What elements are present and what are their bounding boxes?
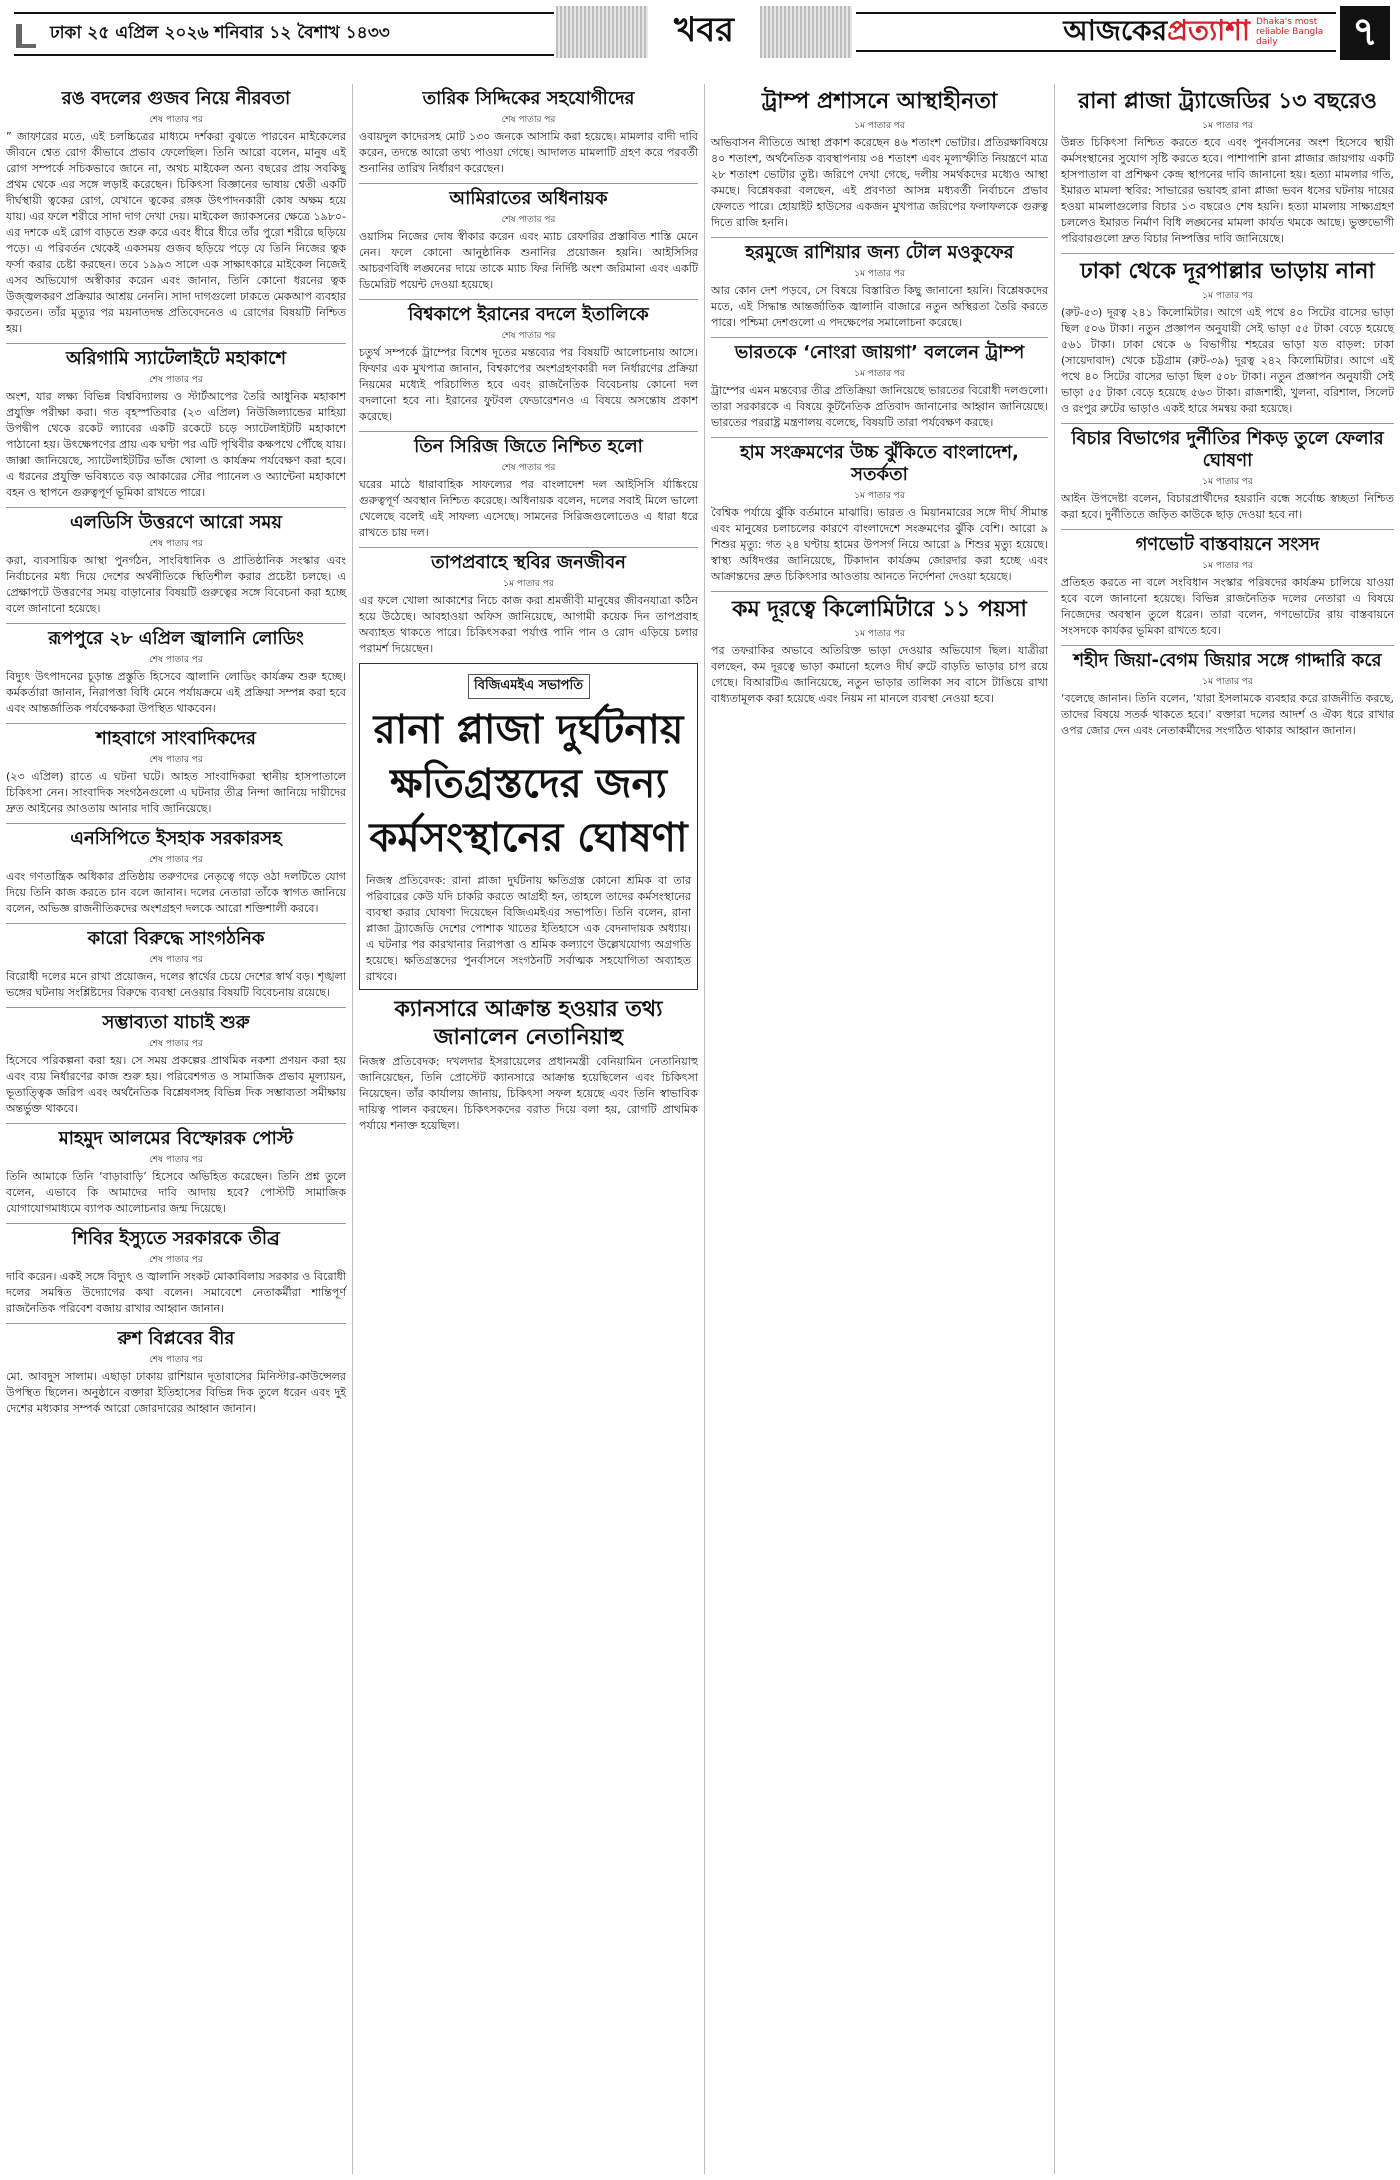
- continuation-note: শেষ পাতার পর: [149, 855, 203, 865]
- continuation-note: শেষ পাতার পর: [149, 1255, 203, 1265]
- divider: [1061, 645, 1394, 646]
- divider: [359, 299, 698, 300]
- article: [1061, 258, 1394, 417]
- divider: [711, 237, 1048, 238]
- divider: [359, 431, 698, 432]
- divider: [6, 507, 346, 508]
- article-body: ওয়াসিম নিজের দোষ স্বীকার করেন এবং ম্যাচ রেফারির প্রস্তাবিত শাস্তি মেনে নেন। ফলে কোনো আনুষ্ঠানিক শুনানির প্রয়োজন হয়নি। আইসিসির আচরণবিধি লঙ্ঘনের দায়ে তাকে ম্যাচ ফির নির্দিষ্ট অংশ জরিমানা এবং একটি ডিমেরিট পয়েন্ট দেওয়া হয়েছে।: [359, 230, 698, 291]
- continuation-note: ১ম পাতার পর: [1202, 121, 1253, 131]
- continuation-note: শেষ পাতার পর: [149, 1355, 203, 1365]
- article-body: করা, ব্যবসায়িক আস্থা পুনর্গঠন, সাংবিধানিক ও প্রাতিষ্ঠানিক সংস্কার এবং নির্বাচনের মধ্য দিয়ে দেশের অর্থনীতিকে স্থিতিশীল করার প্রচেষ্টা চলছে। এ প্রেক্ষাপটে উত্তরণের সময় বাড়ানোর বিষয়টি গুরুত্বের সঙ্গে বিবেচনা করা হচ্ছে বলে জানানো হয়েছে।: [6, 554, 346, 615]
- article-body: (রুট-৫৩) দূরত্ব ২৪১ কিলোমিটার। আগে এই পথে ৪০ সিটের বাসের ভাড়া ছিল ৫০৬ টাকা। নতুন প্রজ্ঞাপন অনুযায়ী সেই ভাড়া ৫৫ টাকা বেড়ে হয়েছে ৫৬১ টাকা। ঢাকা থেকে ৬ বিভাগীয় শহরের ভাড়া যত বাড়ল: ঢাকা (সায়েদাবাদ) থেকে চট্টগ্রাম (রুট-৩৯) দূরত্ব ২৪২ কিলোমিটার। আগে এই পথে ৪০ সিটের বাসের ভাড়া ছিল ৫০৮ টাকা। নতুন প্রজ্ঞাপন অনুযায়ী সেই ভাড়া ৫৫ টাকা বেড়ে হয়েছে ৫৬৩ টাকা। রাজশাহী, খুলনা, বরিশাল, সিলেট ও রংপুর রুটের ভাড়াও একই হারে সমন্বয় করা হয়েছে।: [1061, 306, 1394, 415]
- feature-body: নিজস্ব প্রতিবেদক: রানা প্লাজা দুর্ঘটনায় ক্ষতিগ্রস্ত কোনো শ্রমিক বা তার পরিবারের কেউ যদি চাকরি করতে আগ্রহী হন, তাহলে তাদের কর্মসংস্থানের ব্যবস্থা করার ঘোষণা দিয়েছেন বিজিএমইএর সভাপতি। তিনি বলেন, রানা প্লাজা ট্র্যাজেডি দেশের পোশাক খাতের ইতিহাসে এক বেদনাদায়ক অধ্যায়। এ ঘটনার পর কারখানার নিরাপত্তা ও শ্রমিক কল্যাণে উল্লেখযোগ্য অগ্রগতি হয়েছে। ক্ষতিগ্রস্তদের পুনর্বাসনে সংগঠনটি সর্বাত্মক সহযোগিতা অব্যাহত রাখবে।: [366, 874, 691, 983]
- continuation-note: ১ম পাতার পর: [1202, 291, 1253, 301]
- article-headline: রঙ বদলের গুজব নিয়ে নীরবতা: [61, 88, 291, 109]
- article: [1061, 88, 1394, 247]
- page-header: [0, 0, 1400, 70]
- continuation-note: ১ম পাতার পর: [1202, 677, 1253, 687]
- article-headline: তারিক সিদ্দিকের সহযোগীদের: [422, 88, 635, 109]
- article: [6, 628, 346, 717]
- article-headline: তাপপ্রবাহে স্থবির জনজীবন: [431, 552, 626, 573]
- continuation-note: শেষ পাতার পর: [149, 755, 203, 765]
- article-headline: রানা প্লাজা ট্র্যাজেডির ১৩ বছরেও: [1078, 89, 1377, 114]
- article-body: বিরোধী দলের মনে রাখা প্রয়োজন, দলের স্বার্থের চেয়ে দেশের স্বার্থ বড়। শৃঙ্খলা ভঙ্গের ঘটনায় সংশ্লিষ্টদের বিরুদ্ধে ব্যবস্থা নেওয়ার বিষয়টি বিবেচনায় রয়েছে।: [6, 970, 346, 999]
- article-body: বিদ্যুৎ উৎপাদনের চূড়ান্ত প্রস্তুতি হিসেবে জ্বালানি লোডিং কার্যক্রম শুরু হচ্ছে। কর্মকর্তারা জানান, নিরাপত্তা বিধি মেনে পর্যায়ক্রমে এই প্রক্রিয়া সম্পন্ন করা হবে এবং আন্তর্জাতিক পর্যবেক্ষকরা উপস্থিত থাকবেন।: [6, 670, 346, 715]
- article-body: ” জাফারের মতে, এই চলচ্চিত্রের মাধ্যমে দর্শকরা বুঝতে পারবেন মাইকেলের জীবনে শ্বেত রোগ কীভাবে প্রভাব ফেলেছিল। তিনি আরো বলেন, মানুষ এই রোগ সম্পর্কে সচিকভাবে জানে না, অথচ মাইকেল অন্য বছরের প্রায় সবকিছু প্রথম থেকে এর সঙ্গে লড়াই করেছেন। চিকিৎসা বিজ্ঞানের ভাষায় শ্বেতী একটি দীর্ঘস্থায়ী ত্বকের রোগ, যেখানে ত্বকের রঙ্গক উৎপাদনকারী কোষ অক্ষম হয়ে যায়। এর ফলে শরীরে সাদা দাগ দেখা দেয়। মাইকেল জ্যাকসনের ক্ষেত্রে ১৯৮০-এর দশকে এই রোগ বাড়তে শুরু করে এবং ধীরে ধীরে তাঁর পুরো শরীরে ছড়িয়ে পড়ে। এ পরিবর্তন থেকেই একসময় গুজব ছড়িয়ে পড়ে যে তিনি নিজের ত্বক ফর্সা করার চেষ্টা করছেন। তবে ১৯৯৩ সালে এক সাক্ষাৎকারে মাইকেল নিজেই এসব অভিযোগ অস্বীকার করেন এবং জানান, তিনি কোনো ধরনের ত্বক উজ্জ্বলকরণ প্রক্রিয়ার আশ্রয় নেননি। সাদা দাগগুলো ঢাকতে মেকআপ ব্যবহার করতেন। তাঁর মৃত্যুর পর ময়নাতদন্ত প্রতিবেদনেও এ রোগের বিষয়টি নিশ্চিত হয়।: [6, 130, 346, 335]
- article-headline: কারো বিরুদ্ধে সাংগঠনিক: [87, 928, 265, 949]
- article-headline: হাম সংক্রমণের উচ্চ ঝুঁকিতে বাংলাদেশ, সতর্কতা: [740, 442, 1019, 485]
- brand-accent: প্রত্যাশা: [1167, 13, 1250, 47]
- divider: [1061, 529, 1394, 530]
- continuation-note: শেষ পাতার পর: [501, 463, 556, 473]
- continuation-note: শেষ পাতার পর: [149, 539, 203, 549]
- continuation-note: শেষ পাতার পর: [149, 1039, 203, 1049]
- divider: [711, 591, 1048, 592]
- article: [6, 88, 346, 337]
- article: [1061, 650, 1394, 739]
- brand-logo: [1063, 9, 1250, 56]
- continuation-note: শেষ পাতার পর: [149, 375, 203, 385]
- continuation-note: ১ম পাতার পর: [854, 629, 905, 639]
- column-4: [1054, 84, 1400, 2174]
- article: [6, 512, 346, 617]
- article: [6, 1228, 346, 1317]
- article-headline: রূপপুরে ২৮ এপ্রিল জ্বালানি লোডিং: [48, 628, 304, 649]
- article-body: দাবি করেন। একই সঙ্গে বিদ্যুৎ ও জ্বালানি সংকট মোকাবিলায় সরকার ও বিরোধী দলের সমন্বিত উদ্যোগের কথা বলেন। সমাবেশে নেতাকর্মীরা শান্তিপূর্ণ রাজনৈতিক পরিবেশ বজায় রাখার আহ্বান জানান।: [6, 1270, 346, 1315]
- divider: [711, 437, 1048, 438]
- article: [6, 1012, 346, 1117]
- continuation-note: ১ম পাতার পর: [503, 579, 554, 589]
- section-title: খবর: [648, 2, 760, 63]
- article-body: পর তফরাকির অভাবে অতিরিক্ত ভাড়া দেওয়ার অভিযোগ ছিল। যাত্রীরা বলছেন, কম দূরত্বে ভাড়া কমানো হলেও দীর্ঘ রুটে বাড়তি ভাড়ার চাপ রয়ে গেছে। বিআরটিএ জানিয়েছে, নতুন ভাড়ার তালিকা সব বাসে টাঙিয়ে রাখা বাধ্যতামূলক করা হয়েছে এবং নিয়ম না মানলে ব্যবস্থা নেওয়া হবে।: [711, 644, 1048, 705]
- page-number: ৭: [1340, 6, 1390, 60]
- divider: [6, 623, 346, 624]
- article-headline: সম্ভাব্যতা যাচাই শুরু: [102, 1012, 250, 1033]
- article-headline: ক্যানসারে আক্রান্ত হওয়ার তথ্য জানালেন নেতানিয়াহু: [394, 997, 663, 1050]
- article: [359, 996, 698, 1134]
- article: [359, 552, 698, 657]
- article: [6, 728, 346, 817]
- article-headline: বিচার বিভাগের দুর্নীতির শিকড় তুলে ফেলার ঘোষণা: [1071, 428, 1384, 471]
- article-body: হিসেবে পরিকল্পনা করা হয়। সে সময় প্রকল্পের প্রাথমিক নকশা প্রণয়ন করা হয় এবং ব্যয় নির্ধারণের কাজ শুরু হয়। পরিবেশগত ও সামাজিক প্রভাব মূল্যায়ন, ভূতাত্ত্বিক জরিপ এবং অর্থনৈতিক বিশ্লেষণসহ বিভিন্ন দিক সম্ভাব্যতা সমীক্ষায় অন্তর্ভুক্ত থাকবে।: [6, 1054, 346, 1115]
- column-3: [704, 84, 1054, 2174]
- article-headline: তিন সিরিজ জিতে নিশ্চিত হলো: [414, 436, 643, 457]
- article-headline: ট্রাম্প প্রশাসনে আস্থাহীনতা: [761, 89, 998, 114]
- article: [711, 342, 1048, 431]
- article-body: অংশ, যার লক্ষ্য বিভিন্ন বিশ্ববিদ্যালয় ও স্টার্টআপের তৈরি আধুনিক মহাকাশ প্রযুক্তি পরীক্ষা করা। গত বৃহস্পতিবার (২৩ এপ্রিল) নিউজিল্যান্ডের মাহিয়া উপদ্বীপ থেকে রকেট ল্যাবের একটি রকেটে চড়ে স্যাটেলাইটটি মহাকাশে পাঠানো হয়। উৎক্ষেপণের প্রায় এক ঘণ্টা পর এটি পৃথিবীর কক্ষপথে পৌঁছে যায়। জাক্সা জানিয়েছে, স্যাটেলাইটটির ভাঁজ খোলা ও কার্যক্রম পর্যবেক্ষণ করা হবে। এ ধরনের প্রযুক্তি ভবিষ্যতে বড় আকারের সৌর প্যানেল ও অ্যান্টেনা মহাকাশে বহন ও স্থাপনে গুরুত্বপূর্ণ ভূমিকা রাখতে পারে।: [6, 390, 346, 499]
- article-body: অভিবাসন নীতিতে আস্থা প্রকাশ করেছেন ৪৬ শতাংশ ভোটার। প্রতিরক্ষাবিষয়ে ৪০ শতাংশ, অর্থনৈতিক ব্যবস্থাপনায় ৩৪ শতাংশ এবং মূল্যস্ফীতি নিয়ন্ত্রণে মাত্র ২৮ শতাংশ ভোটার তুষ্ট। জরিপে দেখা গেছে, দলীয় সমর্থকদের মধ্যেও আস্থা কমছে। বিশ্লেষকরা বলছেন, এই প্রবণতা আসন্ন মধ্যবর্তী নির্বাচনে প্রভাব ফেলতে পারে। হোয়াইট হাউসের একজন মুখপাত্র জরিপের ফলাফলকে গুরুত্ব দিতে রাজি হননি।: [711, 136, 1048, 229]
- brand-main: আজকের: [1063, 13, 1168, 47]
- article-body: মো. আবদুস সালাম। এছাড়া ঢাকায় রাশিয়ান দূতাবাসের মিনিস্টার-কাউন্সেলর উপস্থিত ছিলেন। অনুষ্ঠানে বক্তারা ইতিহাসের বিভিন্ন দিক তুলে ধরেন এবং দুই দেশের মধ্যকার সম্পর্ক আরো জোরদারের আহ্বান জানান।: [6, 1370, 346, 1415]
- article: [359, 88, 698, 177]
- article-headline: আমিরাতের অধিনায়ক: [449, 188, 608, 209]
- divider: [6, 723, 346, 724]
- article-headline: শাহবাগে সাংবাদিকদের: [96, 728, 256, 749]
- article-headline: কম দূরত্বে কিলোমিটারে ১১ পয়সা: [732, 597, 1027, 622]
- article-headline: শহীদ জিয়া-বেগম জিয়ার সঙ্গে গাদ্দারি করে: [1073, 650, 1382, 671]
- article-headline: এনসিপিতে ইসহাক সরকারসহ: [70, 828, 282, 849]
- article-body: আইন উপদেষ্টা বলেন, বিচারপ্রার্থীদের হয়রানি বন্ধে সর্বোচ্চ স্বচ্ছতা নিশ্চিত করা হবে। দুর্নীতিতে জড়িত কাউকে ছাড় দেওয়া হবে না।: [1061, 492, 1394, 521]
- article: [359, 188, 698, 293]
- divider: [359, 547, 698, 548]
- article-headline: শিবির ইস্যুতে সরকারকে তীব্র: [72, 1228, 280, 1249]
- article-headline: গণভোট বাস্তবায়নে সংসদ: [1135, 534, 1320, 555]
- article-body: চতুর্থ সম্পর্কে ট্রাম্পের বিশেষ দূতের মন্তব্যের পর বিষয়টি আলোচনায় আসে। ফিফার এক মুখপাত্র জানান, বিশ্বকাপের অংশগ্রহণকারী দল নির্ধারণের প্রক্রিয়া নিয়মের মধ্যেই পরিচালিত হবে এবং রাজনৈতিক বিবেচনায় কোনো দল বদলানো হবে না। ইরানের ফুটবল ফেডারেশনও এ বিষয়ে অসন্তোষ প্রকাশ করেছে।: [359, 346, 698, 423]
- continuation-note: শেষ পাতার পর: [501, 115, 556, 125]
- article-body: (২৩ এপ্রিল) রাতে এ ঘটনা ঘটে। আহত সাংবাদিকরা স্থানীয় হাসপাতালে চিকিৎসা নেন। সাংবাদিক সংগঠনগুলো এ ঘটনার তীব্র নিন্দা জানিয়ে দায়ীদের দ্রুত আইনের আওতায় আনার দাবি জানিয়েছে।: [6, 770, 346, 815]
- newspaper-mark-icon: [14, 21, 40, 47]
- article-body: উন্নত চিকিৎসা নিশ্চিত করতে হবে এবং পুনর্বাসনের অংশ হিসেবে স্থায়ী কর্মসংস্থানের সুযোগ সৃষ্টি করতে হবে। পাশাপাশি রানা প্লাজার জায়গায় একটি হাসপাতাল বা প্রশিক্ষণ কেন্দ্র স্থাপনের দাবি জানানো হয়। হত্যা মামলার গতি, ইমারত মামলা স্থবির: সাভারের ভয়াবহ রানা প্লাজা ভবন ধসের ঘটনায় দায়ের হওয়া মামলাগুলোর বিচার ১৩ বছরেও শেষ হয়নি। হত্যা মামলায় সাক্ষ্যগ্রহণ চললেও ইমারত নির্মাণ বিধি লঙ্ঘনের মামলা কার্যত থমকে আছে। ভুক্তভোগী পরিবারগুলো দ্রুত বিচার নিষ্পত্তির দাবি জানিয়েছে।: [1061, 136, 1394, 245]
- column-2: [352, 84, 704, 2174]
- section-banner: [556, 6, 852, 58]
- continuation-note: ১ম পাতার পর: [854, 269, 905, 279]
- article-body: নিজস্ব প্রতিবেদক: দখলদার ইসরায়েলের প্রধানমন্ত্রী বেনিয়ামিন নেতানিয়াহু জানিয়েছেন, তিনি প্রোস্টেট ক্যানসারে আক্রান্ত হয়েছিলেন এবং চিকিৎসা নিয়েছেন। তাঁর কার্যালয় জানায়, চিকিৎসা সফল হয়েছে এবং তিনি স্বাভাবিক দায়িত্ব পালন করছেন। চিকিৎসকদের বরাত দিয়ে বলা হয়, রোগটি প্রাথমিক পর্যায়ে শনাক্ত হয়েছিল।: [359, 1055, 698, 1132]
- feature-headline: রানা প্লাজা দুর্ঘটনায় ক্ষতিগ্রস্তদের জন্য কর্মসংস্থানের ঘোষণা: [369, 707, 688, 861]
- continuation-note: শেষ পাতার পর: [501, 215, 556, 225]
- divider: [6, 1123, 346, 1124]
- divider: [6, 1223, 346, 1224]
- continuation-note: ১ম পাতার পর: [854, 369, 905, 379]
- divider: [1061, 423, 1394, 424]
- article-headline: বিশ্বকাপে ইরানের বদলে ইতালিকে: [408, 304, 649, 325]
- article-body: তিনি আমাকে তিনি ‘বাড়াবাড়ি’ হিসেবে অভিহিত করেছেন। তিনি প্রশ্ন তুলে বলেন, এভাবে কি আমাদের দাবি আদায় হবে? পোস্টটি সামাজিক যোগাযোগমাধ্যমে ব্যাপক আলোচনার জন্ম দিয়েছে।: [6, 1170, 346, 1215]
- article-body: বৈশ্বিক পর্যায়ে ঝুঁকি বর্তমানে মাঝারি। ভারত ও মিয়ানমারের সঙ্গে দীর্ঘ সীমান্ত এবং মানুষের চলাচলের কারণে বাংলাদেশে সংক্রমণের ঝুঁকি বেশি। আরো ৯ শিশুর মৃত্যু: গত ২৪ ঘণ্টায় হামের উপসর্গ নিয়ে আরো ৯ শিশুর মৃত্যু হয়েছে। স্বাস্থ্য অধিদপ্তর জানিয়েছে, টিকাদান কার্যক্রম জোরদার করা হচ্ছে এবং আক্রান্তদের দ্রুত চিকিৎসার আওতায় আনতে নির্দেশনা দেওয়া হয়েছে।: [711, 506, 1048, 583]
- article-headline: মাহমুদ আলমের বিস্ফোরক পোস্ট: [58, 1128, 294, 1149]
- article-body: ঘরের মাঠে ধারাবাহিক সাফল্যের পর বাংলাদেশ দল আইসিসি র্যাঙ্কিংয়ে গুরুত্বপূর্ণ অবস্থান নিশ্চিত করেছে। অধিনায়ক বলেন, দলের সবাই মিলে ভালো খেলেছে বলেই এই সাফল্য এসেছে। সামনের সিরিজগুলোতেও এ ধারা ধরে রাখতে চায় দল।: [359, 478, 698, 539]
- article-headline: ভারতকে ‘নোংরা জায়গা’ বললেন ট্রাম্প: [734, 342, 1025, 363]
- article-headline: রুশ বিপ্লবের বীর: [117, 1328, 235, 1349]
- article: [359, 436, 698, 541]
- article: [6, 928, 346, 1001]
- article: [359, 304, 698, 425]
- article-body: এবং গণতান্ত্রিক অধিকার প্রতিষ্ঠায় তরুণদের নেতৃত্বে গড়ে ওঠা দলটিতে যোগ দিয়ে তিনি কাজ করতে চান বলে জানান। দলের নেতারা তাঁকে স্বাগত জানিয়ে বলেন, অভিজ্ঞ রাজনীতিকদের অংশগ্রহণ দলকে আরো শক্তিশালী করবে।: [6, 870, 346, 915]
- continuation-note: শেষ পাতার পর: [149, 1155, 203, 1165]
- article-body: ট্রাম্পের এমন মন্তব্যের তীব্র প্রতিক্রিয়া জানিয়েছে ভারতের বিরোধী দলগুলো। তারা সরকারকে এ বিষয়ে কূটনৈতিক প্রতিবাদ জানানোর আহ্বান জানিয়েছে। ভারতের পররাষ্ট্র মন্ত্রণালয় বলেছে, বিষয়টি তারা পর্যবেক্ষণ করছে।: [711, 384, 1048, 429]
- feature-box: [359, 663, 698, 990]
- continuation-note: ১ম পাতার পর: [854, 121, 905, 131]
- continuation-note: ১ম পাতার পর: [1202, 561, 1253, 571]
- continuation-note: শেষ পাতার পর: [149, 115, 203, 125]
- article-body: ‘বলেছে জানান। তিনি বলেন, ‘যারা ইসলামকে ব্যবহার করে রাজনীতি করছে, তাদের বিষয়ে সতর্ক থাকতে হবে।’ বক্তারা দলের আদর্শ ও ঐক্য ধরে রাখার ওপর জোর দেন এবং নেতাকর্মীদের সংগঠিত থাকার আহ্বান জানান।: [1061, 692, 1394, 737]
- article: [711, 242, 1048, 331]
- continuation-note: ১ম পাতার পর: [1202, 477, 1253, 487]
- divider: [6, 823, 346, 824]
- divider: [1061, 253, 1394, 254]
- article-body: এর ফলে খোলা আকাশের নিচে কাজ করা শ্রমজীবী মানুষের জীবনযাত্রা কঠিন হয়ে উঠেছে। আবহাওয়া অফিস জানিয়েছে, আগামী কয়েক দিন তাপপ্রবাহ অব্যাহত থাকতে পারে। চিকিৎসকরা পর্যাপ্ত পানি পান ও রোদ এড়িয়ে চলার পরামর্শ দিয়েছেন।: [359, 594, 698, 655]
- divider: [711, 337, 1048, 338]
- divider: [6, 1323, 346, 1324]
- divider: [6, 923, 346, 924]
- article-headline: হরমুজে রাশিয়ার জন্য টোল মওকুফের: [745, 242, 1014, 263]
- divider: [6, 343, 346, 344]
- divider: [6, 1007, 346, 1008]
- continuation-note: ১ম পাতার পর: [854, 491, 905, 501]
- continuation-note: শেষ পাতার পর: [149, 655, 203, 665]
- article: [711, 88, 1048, 231]
- header-date-bar: [14, 12, 554, 56]
- article: [1061, 534, 1394, 639]
- article: [711, 442, 1048, 585]
- brand-tagline: Dhaka's most reliable Bangla daily: [1256, 17, 1324, 47]
- article-body: প্রতিহত করতে না বলে সংবিধান সংস্কার পরিষদের কার্যক্রম চালিয়ে যাওয়া হবে বলে জানানো হয়েছে। বিভিন্ন রাজনৈতিক দলের নেতারা এ বিষয়ে নিজেদের অবস্থান তুলে ধরেন। তারা বলেন, গণভোটের রায় বাস্তবায়নে সংসদকে কার্যকর ভূমিকা রাখতে হবে।: [1061, 576, 1394, 637]
- continuation-note: শেষ পাতার পর: [149, 955, 203, 965]
- continuation-note: শেষ পাতার পর: [501, 331, 556, 341]
- article: [6, 1128, 346, 1217]
- article-headline: অরিগামি স্যাটেলাইটে মহাকাশে: [65, 348, 287, 369]
- article-body: আর কোন দেশ পড়বে, সে বিষয়ে বিস্তারিত কিছু জানানো হয়নি। বিশ্লেষকদের মতে, এই সিদ্ধান্ত আন্তর্জাতিক জ্বালানি বাজারে নতুন অস্থিরতা তৈরি করতে পারে। পশ্চিমা দেশগুলো এ পদক্ষেপের সমালোচনা করেছে।: [711, 284, 1048, 329]
- feature-kicker: বিজিএমইএ সভাপতি: [468, 674, 590, 699]
- article: [6, 828, 346, 917]
- article-body: ওবায়দুল কাদেরসহ মোট ১৩০ জনকে আসামি করা হয়েছে। মামলার বাদী দাবি করেন, তদন্তে আরো তথ্য পাওয়া গেছে। আদালত মামলাটি গ্রহণ করে পরবর্তী শুনানির তারিখ নির্ধারণ করেছেন।: [359, 130, 698, 175]
- article: [1061, 428, 1394, 523]
- column-1: [0, 84, 352, 2174]
- masthead: [856, 12, 1336, 52]
- issue-date: ঢাকা ২৫ এপ্রিল ২০২৬ শনিবার ১২ বৈশাখ ১৪৩৩: [50, 23, 390, 43]
- article: [711, 596, 1048, 707]
- divider: [359, 183, 698, 184]
- article-headline: এলডিসি উত্তরণে আরো সময়: [69, 512, 283, 533]
- article: [6, 1328, 346, 1417]
- article-headline: ঢাকা থেকে দূরপাল্লার ভাড়ায় নানা: [1080, 259, 1375, 284]
- article: [6, 348, 346, 501]
